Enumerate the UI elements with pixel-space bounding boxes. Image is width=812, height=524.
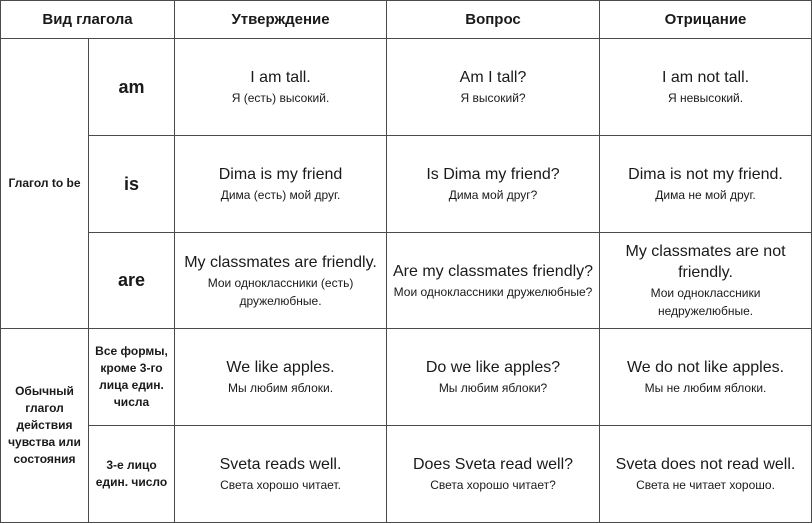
russian-translation: Мои одноклассники (есть) дружелюбные.: [207, 275, 354, 308]
affirmative-cell: [175, 136, 387, 233]
affirmative-cell: [175, 233, 387, 329]
russian-translation: Я (есть) высокий.: [231, 91, 330, 105]
table-row: [1, 136, 812, 233]
affirmative-cell: [175, 426, 387, 523]
english-sentence: Am I tall?: [459, 69, 527, 86]
english-sentence: Do we like apples?: [425, 359, 561, 376]
table-row: [1, 39, 812, 136]
form-label: 3-е лицо един. число: [89, 426, 175, 523]
russian-translation: Мы любим яблоки.: [227, 381, 334, 395]
english-sentence: We do not like apples.: [626, 359, 785, 376]
english-sentence: Is Dima my friend?: [426, 166, 560, 183]
english-sentence: I am tall.: [250, 69, 311, 86]
russian-translation: Мы любим яблоки?: [438, 381, 548, 395]
affirmative-cell: [175, 39, 387, 136]
english-sentence: Sveta reads well.: [219, 456, 342, 473]
header-row: [1, 1, 812, 39]
english-sentence: Sveta does not read well.: [615, 456, 796, 473]
question-cell: [387, 39, 600, 136]
english-sentence: I am not tall.: [661, 69, 750, 86]
russian-translation: Дима не мой друг.: [655, 188, 756, 202]
russian-translation: Мои одноклассники дружелюбные?: [393, 284, 593, 299]
russian-translation: Мои одноклассники недружелюбные.: [650, 286, 761, 318]
form-label: am: [89, 39, 175, 136]
russian-translation: Света не читает хорошо.: [636, 478, 775, 492]
form-label: is: [89, 136, 175, 233]
english-sentence: My classmates are not friendly.: [625, 243, 786, 281]
english-sentence: My classmates are friendly.: [184, 253, 377, 271]
group-label-ordinary-verb: Обычный глагол действия чувства или состояния: [1, 329, 89, 523]
form-label: are: [89, 233, 175, 329]
question-cell: [387, 329, 600, 426]
negative-cell: [600, 426, 812, 523]
russian-translation: Я высокий?: [460, 91, 526, 105]
question-cell: [387, 426, 600, 523]
affirmative-cell: [175, 329, 387, 426]
negative-cell: [600, 39, 812, 136]
russian-translation: Мы не любим яблоки.: [644, 381, 767, 395]
russian-translation: Дима мой друг?: [448, 188, 538, 202]
table-row: [1, 329, 812, 426]
english-sentence: Are my classmates friendly?: [392, 262, 594, 280]
russian-translation: Я невысокий.: [667, 91, 744, 105]
english-sentence: We like apples.: [226, 359, 335, 376]
table-row: [1, 233, 812, 329]
negative-cell: [600, 233, 812, 329]
header-affirmative: Утверждение: [175, 1, 387, 39]
english-sentence: Dima is my friend: [218, 166, 343, 183]
header-question: Вопрос: [387, 1, 600, 39]
group-label-to-be: Глагол to be: [1, 39, 89, 329]
english-sentence: Dima is not my friend.: [628, 166, 783, 183]
russian-translation: Света хорошо читает?: [430, 478, 556, 492]
question-cell: [387, 233, 600, 329]
question-cell: [387, 136, 600, 233]
russian-translation: Света хорошо читает.: [220, 478, 341, 492]
header-negative: Отрицание: [600, 1, 812, 39]
form-label: Все формы, кроме 3-го лица един. числа: [89, 329, 175, 426]
russian-translation: Дима (есть) мой друг.: [220, 188, 341, 202]
negative-cell: [600, 136, 812, 233]
english-sentence: Does Sveta read well?: [412, 456, 574, 473]
table-row: [1, 426, 812, 523]
negative-cell: [600, 329, 812, 426]
header-verb-type: Вид глагола: [1, 1, 175, 39]
